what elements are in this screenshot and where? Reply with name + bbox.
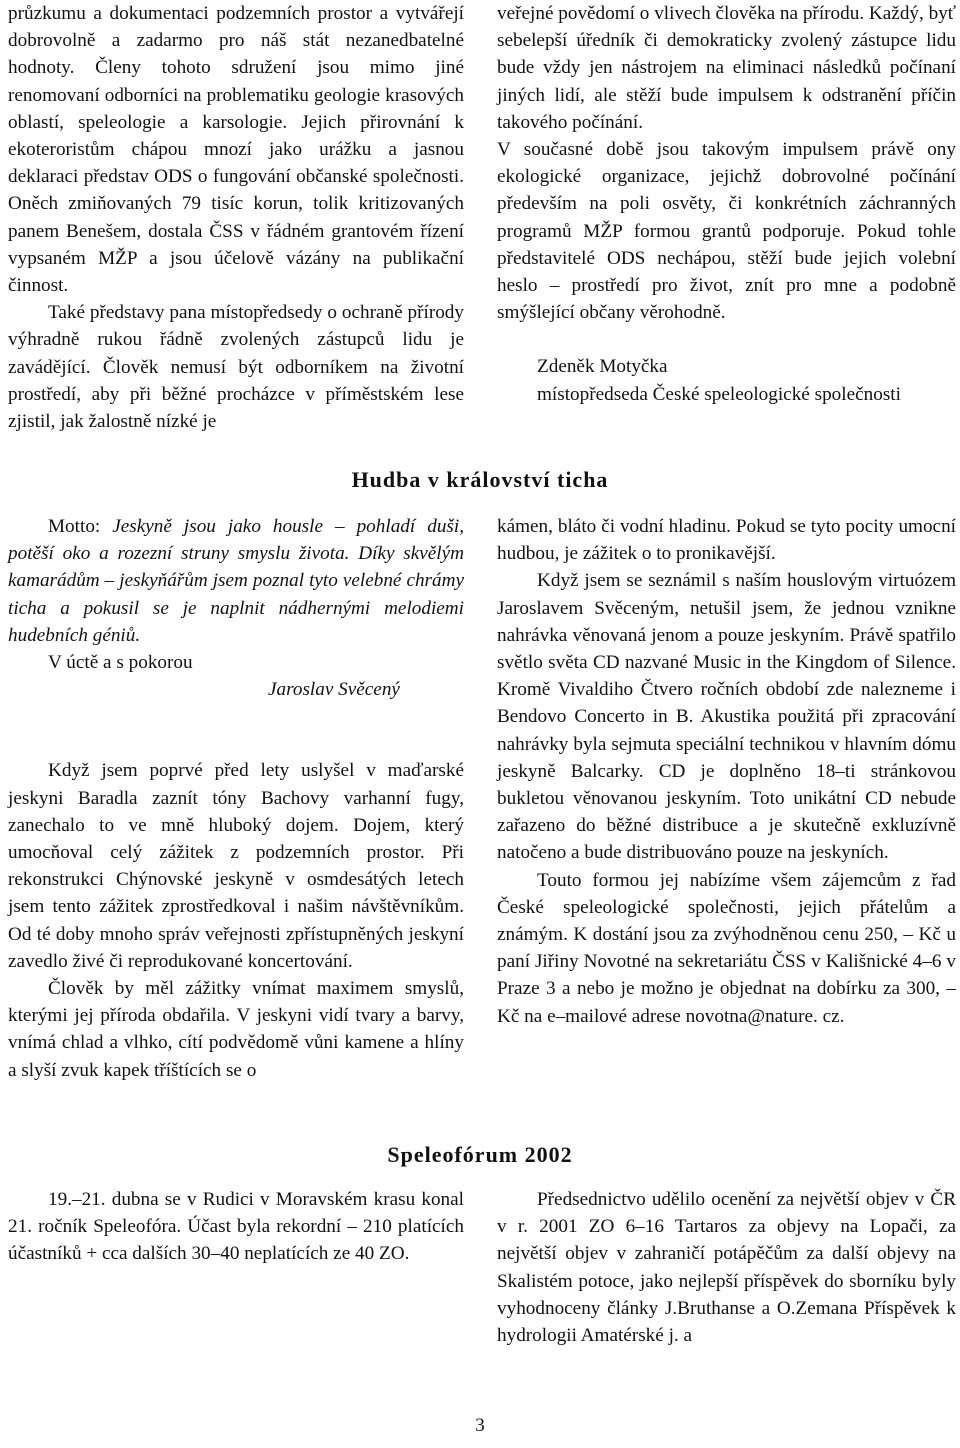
paragraph: Předsednictvo udělilo ocenění za největší objev v ČR v r. 2001 ZO 6–16 Tartaros za objevy na Lopači, za největší objev v zahraničí potápěčům za další objevy na Skalistém potoce, jako nejlepší příspěvek do sborníku byly vyhodnoceny články J.Bruthanse a O.Zemana Příspěvek k hydrologii Amatérské j. a: [497, 1189, 956, 1347]
paragraph: V současné době jsou takovým impulsem právě ony ekologické organizace, jejichž dobrovolné počínání především na poli osvěty, či konkrétních záchranných programů MŽP formou grantů podporuje. Pokud tohle představitelé ODS nechápou, stěží bude jejich volební heslo – prostředí pro život, znít pro mne a podobně smýšlející občany věrohodně.: [497, 139, 956, 324]
intro-right-column: [497, 0, 956, 408]
signature-title: místopředseda České speleologické společnosti: [537, 383, 901, 405]
paragraph: Když jsem poprvé před lety uslyšel v maďarské jeskyni Baradla zaznít tóny Bachovy varhanní fugy, zanechalo to ve mně hluboký dojem. Dojem, který umocňoval celý zážitek z podzemních prostor. Při rekonstrukci Chýnovské jeskyně v osmdesátých letech jsem tento zážitek zprostředkoval i našim návštěvníkům. Od té doby mnoho správ veřejnosti zpřístupněných jeskyní zavedlo živé či reprodukované koncertování.: [8, 760, 464, 972]
article-right-column: [497, 513, 956, 1030]
page-number: 3: [475, 1415, 485, 1436]
paragraph: kámen, bláto či vodní hladinu. Pokud se tyto pocity umocní hudbou, je zážitek o to pronikavější.: [497, 516, 956, 565]
paragraph: průzkumu a dokumentaci podzemních prostor a vytvářejí dobrovolně a zadarmo pro náš stát nezanedbatelné hodnoty. Členy tohoto sdružení jsou mimo jiné renomovaní odborníci na problematiku geologie krasových oblastí, speleologie a karsologie. Jejich přirovnání k ekoteroristům chápou mnozí jako urážku a jasnou deklaraci představ ODS o fungování občanské společnosti. Oněch zmiňovaných 79 tisíc korun, tolik kritizovaných panem Benešem, dostala ČSS v řádném grantovém řízení vypsaném MŽP a jsou účelově vázány na publikační činnost.: [8, 3, 464, 297]
section-heading: Speleofórum 2002: [387, 1142, 573, 1167]
speleoforum-left-column: [8, 1186, 464, 1268]
motto: [8, 513, 464, 649]
article-heading: Hudba v království ticha: [351, 467, 609, 492]
paragraph: veřejné povědomí o vlivech člověka na přírodu. Každý, byť sebelepší úředník či demokraticky zvolený zástupce lidu bude vždy jen nástrojem na eliminaci následků počínaní jiných lidí, ale stěží bude impulsem k odstranění příčin takového počínání.: [497, 3, 956, 133]
motto-author: Jaroslav Svěcený: [268, 679, 400, 701]
paragraph: Také představy pana místopředsedy o ochraně přírody výhradně rukou řádně zvolených zástupců lidu je zavádějící. Člověk nemusí být odborníkem na životní prostředí, aby při běžné procházce v příměstském lese zjistil, jak žalostně nízké je: [8, 302, 464, 433]
motto-text: Jeskyně jsou jako housle – pohladí duši, potěší oko a rozezní struny smyslu života. Díky skvělým kamarádům – jeskyňářům jsem poznal tyto velebné chrámy ticha a pokusil se je naplnit nádhernými melodiemi hudebních géniů.: [8, 516, 465, 646]
signature-name: Zdeněk Motyčka: [537, 356, 668, 378]
paragraph: Když jsem se seznámil s naším houslovým virtuózem Jaroslavem Svěceným, netušil jsem, že jednou vznikne nahrávka věnovaná jenom a pouze jeskyním. Právě spatřilo světlo světa CD nazvané Music in the Kingdom of Silence. Kromě Vivaldiho Čtvero ročních období zde nalezneme i Bendovo Concerto in B. Akustika použitá při zpracování nahrávky byla sejmuta speciální technikou v hlavním dómu jeskyně Balcarky. CD je doplněno 18–ti stránkovou bukletou věnovanou jeskyním. Toto unikátní CD nebude zařazeno do běžné distribuce a je skutečně exkluzívně natočeno a bude distribuováno pouze na jeskyních.: [497, 570, 956, 864]
article-left-column: [8, 513, 464, 1084]
signature-block: [497, 353, 956, 407]
dedication: V úctě a s pokorou: [48, 652, 193, 674]
paragraph: Člověk by měl zážitky vnímat maximem smyslů, kterými jej příroda obdařila. V jeskyni vidí tvary a barvy, vnímá chlad a vlhko, cítí podvědomě vůni kamene a hlíny a slyší zvuk kapek tříštících se o: [8, 978, 464, 1081]
paragraph: 19.–21. dubna se v Rudici v Moravském krasu konal 21. ročník Speleofóra. Účast byla rekordní – 210 platících účastníků + cca dalších 30–40 neplatících ze 40 ZO.: [8, 1189, 464, 1265]
paragraph: Touto formou jej nabízíme všem zájemcům z řad České speleologické společnosti, jejich přátelům a známým. K dostání jsou za zvýhodněnou cenu 250, – Kč u paní Jiřiny Novotné na sekretariátu ČSS v Kališnické 4–6 v Praze 3 a nebo je možno je objednat na dobírku za 300, – Kč na e–mailové adrese novotna@nature. cz.: [497, 869, 956, 1027]
speleoforum-right-column: [497, 1186, 956, 1349]
intro-left-column: [8, 0, 464, 435]
motto-label: Motto:: [48, 516, 113, 537]
